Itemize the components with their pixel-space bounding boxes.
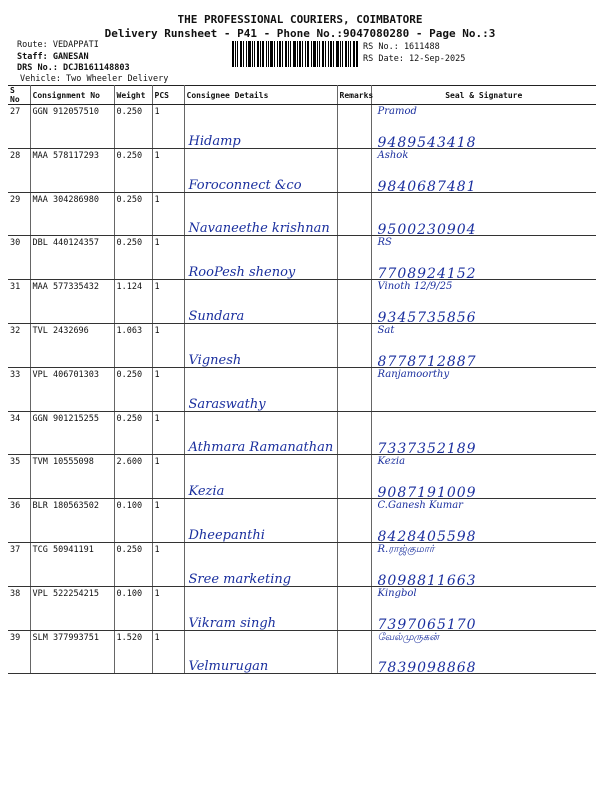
- pieces-count: 1: [152, 105, 184, 149]
- rs-number: RS No.: 1611488: [363, 42, 440, 52]
- rs-date: RS Date: 12-Sep-2025: [363, 54, 466, 64]
- consignee-cell: [184, 236, 337, 280]
- weight-value: 0.250: [114, 148, 152, 192]
- remarks-cell: [337, 323, 371, 367]
- signature-text: C.Ganesh Kumar: [377, 500, 463, 512]
- signature-cell: [371, 586, 596, 630]
- table-row: [8, 586, 596, 630]
- consignment-number: TVM 10555098: [30, 455, 114, 499]
- consignee-name: Vignesh: [188, 352, 242, 368]
- table-header: [8, 86, 596, 105]
- remarks-cell: [337, 586, 371, 630]
- drs-label: DRS No.: DCJB161148803: [17, 63, 130, 73]
- table-row: [8, 630, 596, 674]
- remarks-cell: [337, 105, 371, 149]
- consignee-name: Hidamp: [188, 133, 241, 149]
- phone-number: 9489543418: [377, 134, 477, 149]
- signature-cell: [371, 236, 596, 280]
- phone-number: 8428405598: [377, 528, 477, 543]
- weight-value: 0.250: [114, 367, 152, 411]
- signature-cell: [371, 499, 596, 543]
- consignee-name: Sree marketing: [188, 571, 292, 587]
- serial-number: 32: [8, 323, 30, 367]
- consignee-name: Velmurugan: [188, 659, 269, 674]
- serial-number: 37: [8, 542, 30, 586]
- signature-cell: [371, 148, 596, 192]
- phone-number: 7397065170: [377, 616, 477, 631]
- signature-text: RS: [377, 237, 392, 249]
- table-row: [8, 192, 596, 236]
- consignee-cell: [184, 105, 337, 149]
- table-row: [8, 542, 596, 586]
- signature-text: R.ராஜ்குமார்: [377, 543, 435, 555]
- phone-number: 8098811663: [377, 572, 477, 587]
- pieces-count: 1: [152, 192, 184, 236]
- weight-value: 1.520: [114, 630, 152, 674]
- signature-text: வேல்முருகன்: [377, 631, 439, 643]
- runsheet-table: [8, 85, 596, 674]
- phone-number: 9087191009: [377, 485, 477, 499]
- pieces-count: 1: [152, 586, 184, 630]
- consignee-name: Saraswathy: [188, 396, 266, 412]
- signature-text: Pramod: [377, 106, 417, 117]
- consignee-cell: [184, 323, 337, 367]
- signature-cell: [371, 411, 596, 455]
- signature-cell: [371, 455, 596, 499]
- remarks-cell: [337, 280, 371, 324]
- signature-cell: [371, 323, 596, 367]
- serial-number: 38: [8, 586, 30, 630]
- pieces-count: 1: [152, 542, 184, 586]
- signature-text: Ashok: [377, 149, 409, 161]
- consignment-number: MAA 577335432: [30, 280, 114, 324]
- consignee-name: Sundara: [188, 308, 245, 324]
- signature-text: Sat: [377, 324, 395, 336]
- remarks-cell: [337, 192, 371, 236]
- consignment-number: MAA 304286980: [30, 192, 114, 236]
- consignee-cell: [184, 630, 337, 674]
- consignee-cell: [184, 148, 337, 192]
- table-row: [8, 148, 596, 192]
- runsheet-subtitle: Delivery Runsheet - P41 - Phone No.:9047080280 - Page No.:3: [104, 27, 496, 40]
- phone-number: 7708924152: [377, 266, 477, 280]
- signature-cell: [371, 280, 596, 324]
- pieces-count: 1: [152, 455, 184, 499]
- remarks-cell: [337, 499, 371, 543]
- signature-text: Kezia: [377, 456, 406, 468]
- weight-value: 1.063: [114, 323, 152, 367]
- consignment-number: BLR 180563502: [30, 499, 114, 543]
- table-row: [8, 455, 596, 499]
- signature-cell: [371, 367, 596, 411]
- consignee-name: Kezia: [188, 484, 225, 499]
- table-row: [8, 499, 596, 543]
- phone-number: 8778712887: [377, 353, 477, 368]
- weight-value: 2.600: [114, 455, 152, 499]
- consignee-cell: [184, 455, 337, 499]
- col-consignment: Consignment No: [30, 86, 114, 105]
- table-row: [8, 105, 596, 149]
- remarks-cell: [337, 236, 371, 280]
- serial-number: 31: [8, 280, 30, 324]
- consignee-name: Vikram singh: [188, 615, 277, 631]
- table-row: [8, 411, 596, 455]
- col-weight: Weight: [114, 86, 152, 105]
- weight-value: 0.250: [114, 542, 152, 586]
- table-row: [8, 323, 596, 367]
- consignment-number: DBL 440124357: [30, 236, 114, 280]
- weight-value: 0.250: [114, 411, 152, 455]
- consignee-cell: [184, 192, 337, 236]
- table-row: [8, 367, 596, 411]
- signature-cell: [371, 630, 596, 674]
- signature-text: Kingbol: [377, 587, 417, 599]
- consignee-name: Navaneethe krishnan: [188, 221, 330, 236]
- consignee-name: RooPesh shenoy: [188, 265, 296, 280]
- barcode: [232, 41, 358, 67]
- weight-value: 0.100: [114, 586, 152, 630]
- weight-value: 0.250: [114, 105, 152, 149]
- phone-number: 7337352189: [377, 441, 477, 455]
- consignment-number: VPL 522254215: [30, 586, 114, 630]
- company-title: THE PROFESSIONAL COURIERS, COIMBATORE: [177, 13, 423, 26]
- remarks-cell: [337, 455, 371, 499]
- remarks-cell: [337, 630, 371, 674]
- serial-number: 29: [8, 192, 30, 236]
- consignee-cell: [184, 367, 337, 411]
- pieces-count: 1: [152, 148, 184, 192]
- serial-number: 30: [8, 236, 30, 280]
- staff-label: Staff: GANESAN: [17, 52, 89, 62]
- weight-value: 0.250: [114, 192, 152, 236]
- consignee-cell: [184, 586, 337, 630]
- consignment-number: VPL 406701303: [30, 367, 114, 411]
- consignee-name: Foroconnect &co: [188, 177, 302, 193]
- consignee-cell: [184, 411, 337, 455]
- serial-number: 27: [8, 105, 30, 149]
- col-sno: S No: [8, 86, 30, 105]
- route-label: Route: VEDAPPATI: [17, 40, 99, 50]
- weight-value: 0.250: [114, 236, 152, 280]
- pieces-count: 1: [152, 367, 184, 411]
- remarks-cell: [337, 367, 371, 411]
- consignment-number: TCG 50941191: [30, 542, 114, 586]
- serial-number: 39: [8, 630, 30, 674]
- pieces-count: 1: [152, 323, 184, 367]
- consignee-cell: [184, 499, 337, 543]
- remarks-cell: [337, 148, 371, 192]
- consignee-name: Dheepanthi: [188, 527, 265, 543]
- phone-number: 9500230904: [377, 222, 477, 236]
- table-row: [8, 280, 596, 324]
- signature-cell: [371, 105, 596, 149]
- table-row: [8, 236, 596, 280]
- consignment-number: MAA 578117293: [30, 148, 114, 192]
- vehicle-label: Vehicle: Two Wheeler Delivery: [20, 74, 169, 84]
- serial-number: 28: [8, 148, 30, 192]
- col-remarks: Remarks: [337, 86, 371, 105]
- phone-number: 9840687481: [377, 178, 477, 193]
- consignment-number: GGN 912057510: [30, 105, 114, 149]
- signature-text: Ranjamoorthy: [377, 368, 450, 380]
- signature-cell: [371, 192, 596, 236]
- consignment-number: TVL 2432696: [30, 323, 114, 367]
- pieces-count: 1: [152, 280, 184, 324]
- consignee-cell: [184, 542, 337, 586]
- col-pcs: PCS: [152, 86, 184, 105]
- phone-number: 9345735856: [377, 309, 477, 324]
- consignee-cell: [184, 280, 337, 324]
- signature-cell: [371, 542, 596, 586]
- serial-number: 35: [8, 455, 30, 499]
- consignee-name: Athmara Ramanathan: [188, 440, 334, 455]
- pieces-count: 1: [152, 630, 184, 674]
- serial-number: 36: [8, 499, 30, 543]
- remarks-cell: [337, 542, 371, 586]
- pieces-count: 1: [152, 236, 184, 280]
- serial-number: 33: [8, 367, 30, 411]
- consignment-number: SLM 377993751: [30, 630, 114, 674]
- serial-number: 34: [8, 411, 30, 455]
- remarks-cell: [337, 411, 371, 455]
- weight-value: 1.124: [114, 280, 152, 324]
- weight-value: 0.100: [114, 499, 152, 543]
- signature-text: Vinoth 12/9/25: [377, 281, 453, 293]
- phone-number: 7839098868: [377, 660, 477, 674]
- col-consignee: Consignee Details: [184, 86, 337, 105]
- pieces-count: 1: [152, 411, 184, 455]
- consignment-number: GGN 901215255: [30, 411, 114, 455]
- col-signature: Seal & Signature: [371, 86, 596, 105]
- pieces-count: 1: [152, 499, 184, 543]
